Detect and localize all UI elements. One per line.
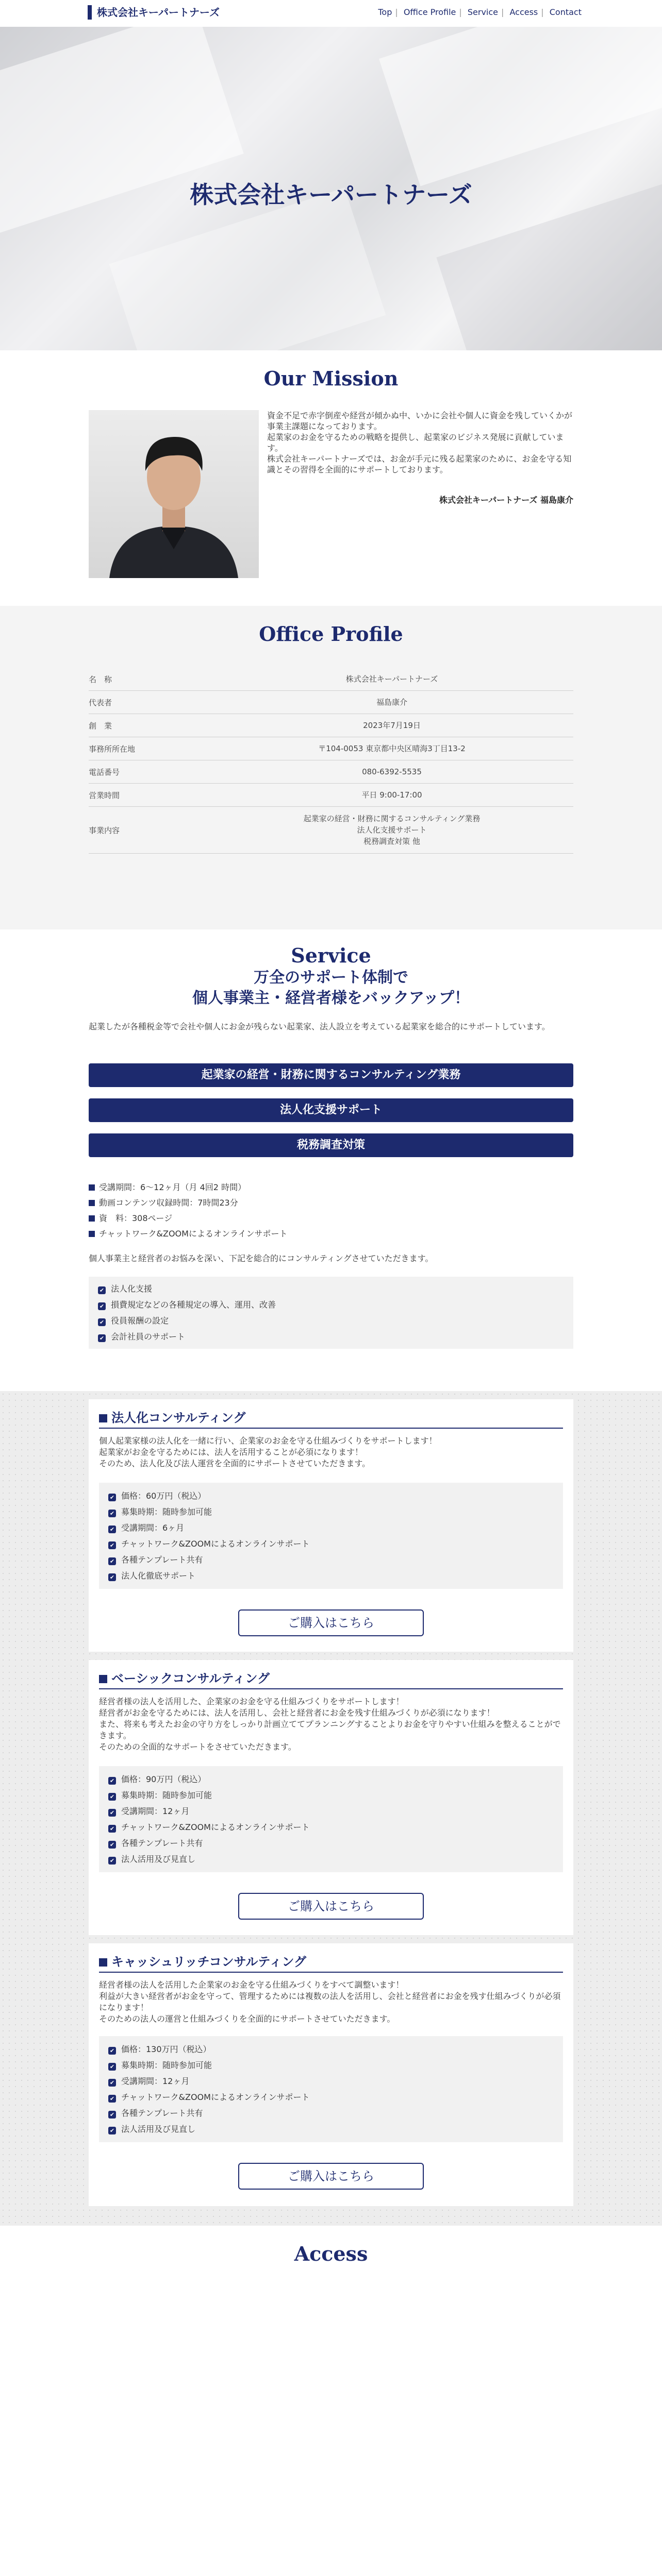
service-note: 個人事業主と経営者のお悩みを深い、下記を総合的にコンサルティングさせていただきます。 [89,1253,434,1263]
list-item: ✔ 募集時期：随時参加可能 [108,1504,554,1520]
check-icon: ✔ [108,2079,116,2087]
check-icon: ✔ [108,1526,116,1533]
site-header [0,0,662,27]
service-bullets [89,1180,573,1242]
plan-description: 個人起業家様の法人化を一緒に行い、企業家のお金を守る仕組みづくりをサポートします！ 起業家がお金を守るためには、法人を活用することが必須になります！ そのため、法人化及び法人運営を全面的にサポートさせていただきます。 [99,1436,437,1468]
nav-office-profile[interactable]: Office Profile [403,7,456,17]
table-row: 名 称 株式会社キーパートナーズ [89,668,573,691]
check-icon: ✔ [108,2047,116,2055]
check-icon: ✔ [98,1302,106,1310]
profile-table [89,668,573,854]
plan-title: 法人化コンサルティング [99,1408,563,1429]
main-nav: Top | Office Profile | Service | Access | Contact [375,7,585,17]
plan-card-cash-rich [89,1943,573,2206]
check-icon: ✔ [108,1793,116,1801]
list-item: 資 料：308ページ [89,1211,573,1226]
list-item: ✔ 役員報酬の設定 [98,1313,564,1329]
list-item: ✔ 各種テンプレート共有 [108,1552,554,1568]
check-icon: ✔ [108,1510,116,1517]
table-row: 事業内容 起業家の経営・財務に関するコンサルティング業務 法人化支援サポート 税務調査対策 他 [89,807,573,854]
list-item: ✔ 募集時期：随時参加可能 [108,2057,554,2073]
list-item: 動画コンテンツ収録時間：7時間23分 [89,1195,573,1211]
brand-logo[interactable]: 株式会社キーパートナーズ [88,5,220,20]
check-icon: ✔ [108,1494,116,1501]
plan-title: キャッシュリッチコンサルティング [99,1952,563,1973]
nav-contact[interactable]: Contact [549,7,582,17]
service-title: Service [291,944,371,967]
list-item: ✔ 価格：90万円（税込） [108,1771,554,1787]
nav-top[interactable]: Top [378,7,392,17]
plan-description: 経営者様の法人を活用した企業家のお金を守る仕組みづくりをすべて調整います！ 利益が大きい経営者がお金を守って、管理するためには複数の法人を活用し、会社と経営者にお金を残す仕組みづくりが必須になります！ そのための法人の運営と仕組みづくりを全面的にサポートさせていただきます。 [99,1980,561,2024]
list-item: ✔ 受講期間：12ヶ月 [108,1803,554,1819]
list-item: ✔ チャットワーク&ZOOMによるオンラインサポート [108,1536,554,1552]
plan-title: ベーシックコンサルティング [99,1668,563,1689]
list-item: ✔ 募集時期：随時参加可能 [108,1787,554,1803]
check-icon: ✔ [108,2095,116,2103]
check-icon: ✔ [108,1841,116,1849]
plan-features [99,1766,563,1872]
table-row: 事務所所在地 〒104-0053 東京都中央区晴海3丁目13-2 [89,737,573,760]
service-checklist [89,1277,573,1349]
list-item: ✔ 価格：130万円（税込） [108,2041,554,2057]
mission-signature: 株式会社キーパートナーズ 福島康介 [439,495,573,505]
nav-service[interactable]: Service [467,7,498,17]
list-item: ✔ 受講期間：6ヶ月 [108,1520,554,1536]
incorporation-support-button[interactable]: 法人化支援サポート [89,1098,573,1122]
access-title: Access [294,2242,368,2265]
list-item: ✔ 価格：60万円（税込） [108,1488,554,1504]
service-subtitle-1: 万全のサポート体制で [254,969,408,987]
list-item: ✔ 法人活用及び見直し [108,2121,554,2137]
list-item: ✔ チャットワーク&ZOOMによるオンラインサポート [108,1819,554,1835]
table-row: 代表者 福島康介 [89,691,573,714]
plan-description: 経営者様の法人を活用した、企業家のお金を守る仕組みづくりをサポートします！ 経営者がお金を守るためには、法人を活用し、会社と経営者にお金を残す仕組みづくりが必須になります！ また、将来も考えたお金の守り方をしっかり計画立ててプランニングすることよりお金を守りやすい仕組みを整えることができます。 そのための全面的なサポートをさせていただきます。 [99,1697,561,1752]
buy-button-incorporation[interactable]: ご購入はこちら [238,1609,424,1636]
profile-title: Office Profile [259,622,403,646]
check-icon: ✔ [108,1557,116,1565]
service-heading [0,944,662,1009]
plan-features [99,1483,563,1589]
service-subtitle-2: 個人事業主・経営者様をバックアップ！ [192,989,470,1007]
hero-title: 株式会社キーパートナーズ [190,181,472,209]
tax-audit-button[interactable]: 税務調査対策 [89,1133,573,1157]
check-icon: ✔ [108,2063,116,2071]
consulting-service-button[interactable]: 起業家の経営・財務に関するコンサルティング業務 [89,1063,573,1087]
table-row: 営業時間 平日 9:00-17:00 [89,784,573,807]
mission-title: Our Mission [263,367,399,390]
check-icon: ✔ [108,2127,116,2134]
service-intro: 起業したが各種税金等で会社や個人にお金が残らない起業家、法人設立を考えている起業家を総合的にサポートしています。 [89,1022,550,1031]
check-icon: ✔ [98,1334,106,1342]
buy-button-basic[interactable]: ご購入はこちら [238,1893,424,1920]
nav-access[interactable]: Access [509,7,538,17]
list-item: ✔ 各種テンプレート共有 [108,1835,554,1851]
list-item: ✔ 会計社員のサポート [98,1329,564,1345]
check-icon: ✔ [108,2111,116,2119]
list-item: ✔ 受講期間：12ヶ月 [108,2073,554,2089]
plan-card-incorporation [89,1399,573,1652]
table-row: 電話番号 080-6392-5535 [89,760,573,784]
list-item: ✔ 各種テンプレート共有 [108,2105,554,2121]
check-icon: ✔ [98,1286,106,1294]
check-icon: ✔ [108,1573,116,1581]
buy-button-cash-rich[interactable]: ご購入はこちら [238,2163,424,2190]
mission-text: 資金不足で赤字倒産や経営が傾かぬ中、いかに会社や個人に資金を残していくかが事業主課題になっております。 起業家のお金を守るための戦略を提供し、起業家のビジネス発展に貢献しています。 株式会社キーパートナーズでは、お金が手元に残る起業家のために、お金を守る知識とその習得を全面的にサポートしております。 [267,411,573,474]
check-icon: ✔ [108,1809,116,1817]
hero-banner [0,27,662,350]
check-icon: ✔ [108,1777,116,1785]
list-item: ✔ 法人化徹底サポート [108,1568,554,1584]
plan-features [99,2036,563,2142]
table-row: 創 業 2023年7月19日 [89,714,573,737]
plan-card-basic [89,1660,573,1935]
ceo-portrait [89,410,259,578]
check-icon: ✔ [108,1857,116,1865]
check-icon: ✔ [108,1541,116,1549]
list-item: チャットワーク&ZOOMによるオンラインサポート [89,1226,573,1242]
list-item: ✔ チャットワーク&ZOOMによるオンラインサポート [108,2089,554,2105]
list-item: ✔ 損費規定などの各種規定の導入、運用、改善 [98,1297,564,1313]
list-item: ✔ 法人活用及び見直し [108,1851,554,1867]
check-icon: ✔ [108,1825,116,1833]
list-item: 受講期間：6〜12ヶ月（月 4回2 時間） [89,1180,573,1195]
check-icon: ✔ [98,1318,106,1326]
list-item: ✔ 法人化支援 [98,1281,564,1297]
